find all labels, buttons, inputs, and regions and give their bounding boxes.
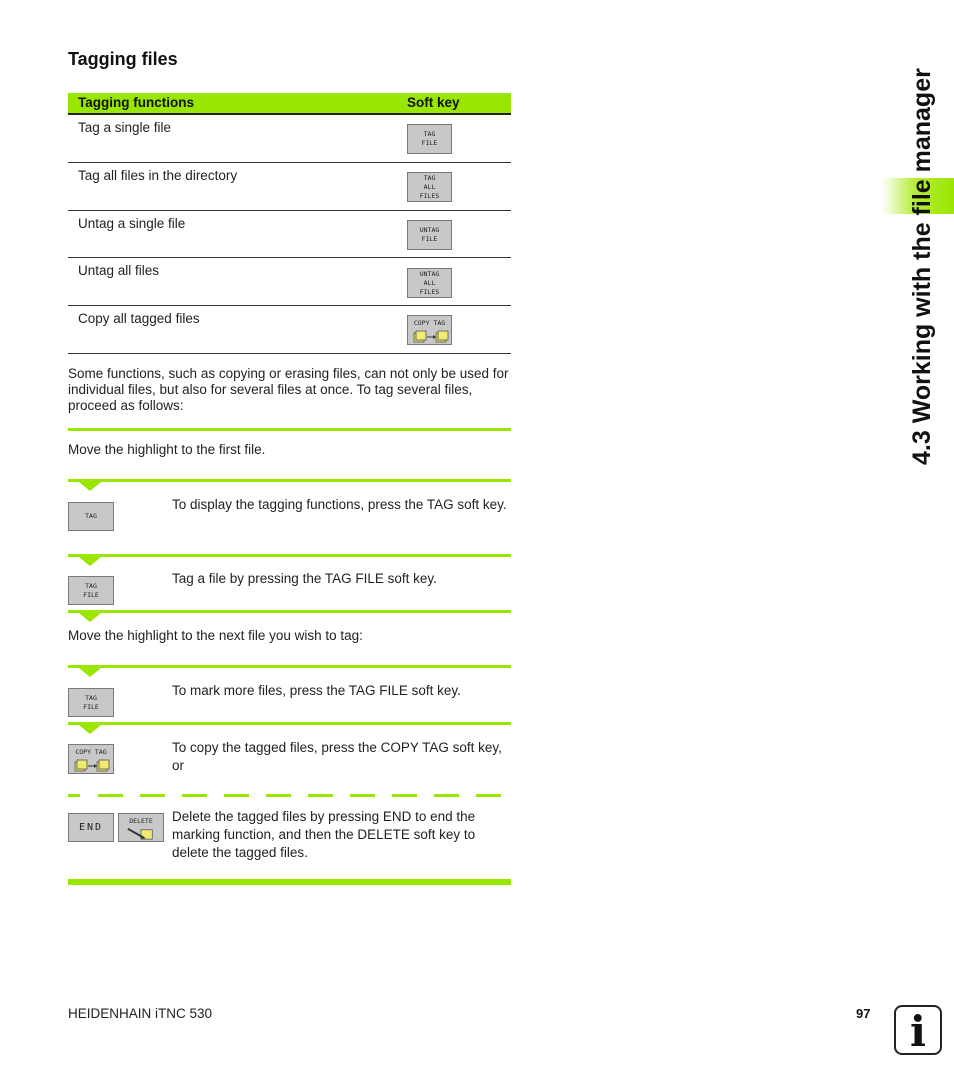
- row-divider: [68, 257, 511, 258]
- dash-segment: [224, 794, 249, 797]
- row-divider: [68, 353, 511, 354]
- softkey-line: COPY TAG: [75, 748, 107, 756]
- step-separator: [68, 610, 511, 613]
- row-divider: [68, 210, 511, 211]
- softkey-copy-tag[interactable]: [407, 315, 452, 345]
- softkey-line: FILE: [421, 235, 438, 243]
- softkey-line: TAG: [85, 693, 97, 702]
- step-separator: [68, 479, 511, 482]
- softkey-tag[interactable]: [68, 502, 114, 531]
- row-divider: [68, 162, 511, 163]
- copy-folders-icon: [70, 757, 112, 773]
- softkey-line: FILE: [83, 702, 99, 711]
- step-6-text: To copy the tagged files, press the COPY TAG soft key, or: [172, 740, 502, 773]
- step-arrow-icon: [79, 557, 101, 566]
- step-3-text: Tag a file by pressing the TAG FILE soft key.: [172, 571, 437, 586]
- step-1-text: Move the highlight to the first file.: [68, 442, 266, 457]
- header-soft-key: Soft key: [407, 95, 460, 110]
- softkey-untag-file[interactable]: [407, 220, 452, 250]
- softkey-line: FILE: [421, 139, 438, 147]
- softkey-line: COPY TAG: [413, 319, 446, 327]
- copy-folders-icon: [410, 328, 450, 344]
- step-7-text: Delete the tagged files by pressing END to end the marking function, and then the DELETE soft key to delete the tagged files.: [172, 809, 476, 860]
- softkey-line: ALL: [423, 182, 436, 191]
- step-separator: [68, 722, 511, 725]
- chapter-title: 4.3 Working with the file manager: [908, 68, 936, 465]
- dash-segment: [392, 794, 417, 797]
- softkey-line: TAG: [423, 173, 436, 182]
- softkey-line: FILE: [83, 590, 99, 599]
- dash-segment: [68, 794, 80, 797]
- dash-segment: [98, 794, 123, 797]
- softkey-line: TAG: [85, 581, 97, 590]
- softkey-copy-tag-step[interactable]: [68, 744, 114, 774]
- dash-segment: [350, 794, 375, 797]
- step-arrow-icon: [79, 613, 101, 622]
- step-arrow-icon: [79, 668, 101, 677]
- table-row-label: Tag a single file: [78, 120, 172, 135]
- end-key[interactable]: [68, 813, 114, 842]
- softkey-line: TAG: [85, 512, 97, 520]
- info-icon: i: [894, 1005, 942, 1055]
- softkey-line: ALL: [423, 278, 436, 287]
- table-row-label: Untag all files: [78, 263, 160, 278]
- page-title: Tagging files: [68, 49, 178, 69]
- intro-paragraph: Some functions, such as copying or erasing files, can not only be used for individual files, but also for several files at once. To tag several files, proceed as follows:: [68, 366, 509, 413]
- key-label: END: [78, 822, 104, 833]
- softkey-line: DELETE: [129, 817, 153, 825]
- step-separator: [68, 665, 511, 668]
- softkey-line: UNTAG: [419, 226, 440, 234]
- section-end-bar: [68, 879, 511, 885]
- delete-folder-icon: [123, 826, 159, 841]
- table-row-label: Copy all tagged files: [78, 311, 200, 326]
- step-2-text: To display the tagging functions, press the TAG soft key.: [172, 497, 507, 512]
- softkey-line: FILES: [419, 287, 440, 296]
- dash-segment: [308, 794, 333, 797]
- row-divider: [68, 305, 511, 306]
- softkey-line: UNTAG: [419, 269, 440, 278]
- step-5-text: To mark more files, press the TAG FILE soft key.: [172, 683, 461, 698]
- softkey-tag-all-files[interactable]: [407, 172, 452, 202]
- softkey-tag-file-more[interactable]: [68, 688, 114, 717]
- table-row-label: Tag all files in the directory: [78, 168, 238, 183]
- header-tagging-functions: Tagging functions: [78, 95, 194, 110]
- step-arrow-icon: [79, 725, 101, 734]
- dash-segment: [434, 794, 459, 797]
- step-separator: [68, 554, 511, 557]
- softkey-untag-all-files[interactable]: [407, 268, 452, 298]
- dash-segment: [266, 794, 291, 797]
- table-row-label: Untag a single file: [78, 216, 186, 231]
- footer-product: HEIDENHAIN iTNC 530: [68, 1006, 213, 1021]
- step-4-text: Move the highlight to the next file you wish to tag:: [68, 628, 363, 643]
- alternative-separator: [68, 794, 511, 797]
- softkey-line: FILES: [419, 191, 440, 200]
- dash-segment: [476, 794, 501, 797]
- softkey-tag-file[interactable]: [407, 124, 452, 154]
- step-arrow-icon: [79, 482, 101, 491]
- softkey-line: TAG: [423, 130, 436, 138]
- softkey-tag-file-step[interactable]: [68, 576, 114, 605]
- table-header: [68, 93, 511, 115]
- dash-segment: [182, 794, 207, 797]
- softkey-delete[interactable]: [118, 813, 164, 842]
- dash-segment: [140, 794, 165, 797]
- page-number: 97: [856, 1006, 871, 1021]
- step-separator: [68, 428, 511, 431]
